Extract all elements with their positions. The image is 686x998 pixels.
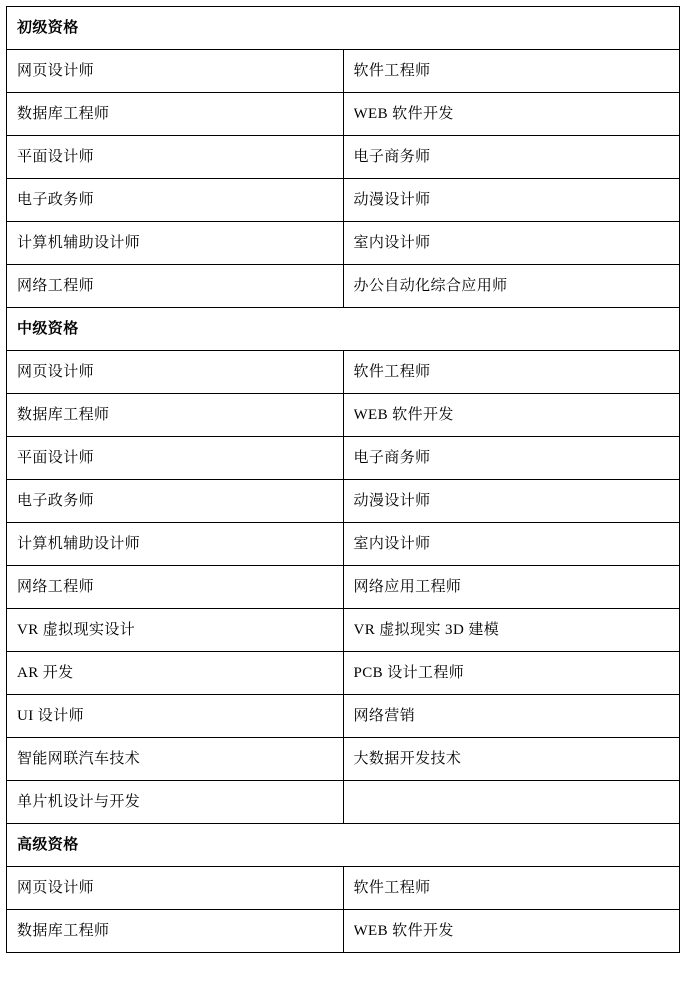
- table-cell: [7, 179, 344, 222]
- table-cell: [343, 695, 680, 738]
- cell-label: 智能网联汽车技术: [17, 751, 141, 767]
- cell-label: 单片机设计与开发: [17, 794, 141, 810]
- cell-label: 网络应用工程师: [353, 579, 462, 595]
- table-row: [7, 265, 680, 308]
- table-row: [7, 480, 680, 523]
- section-header-label: 中级资格: [17, 321, 79, 337]
- table-cell: [343, 652, 680, 695]
- table-row: [7, 437, 680, 480]
- table-cell: [343, 222, 680, 265]
- cell-label: 办公自动化综合应用师: [353, 278, 508, 294]
- cell-label: 数据库工程师: [17, 407, 110, 423]
- table-row: [7, 566, 680, 609]
- cell-label: 网络工程师: [17, 278, 95, 294]
- table-row: [7, 609, 680, 652]
- table-cell: [7, 222, 344, 265]
- table-row: [7, 652, 680, 695]
- cell-label: WEB 软件开发: [353, 407, 454, 423]
- table-cell: [343, 93, 680, 136]
- cell-label: 电子政务师: [17, 192, 95, 208]
- table-cell: [343, 480, 680, 523]
- table-cell: [343, 351, 680, 394]
- table-cell: [7, 265, 344, 308]
- table-row: [7, 136, 680, 179]
- cell-label: VR 虚拟现实设计: [17, 622, 136, 638]
- cell-label: 网络工程师: [17, 579, 95, 595]
- section-header-intermediate: [7, 308, 680, 351]
- table-cell: [7, 437, 344, 480]
- table-row: [7, 738, 680, 781]
- qualification-table: [6, 6, 680, 953]
- table-cell: [343, 523, 680, 566]
- table-row: [7, 523, 680, 566]
- table-cell: [343, 50, 680, 93]
- table-cell: [7, 609, 344, 652]
- table-row: [7, 867, 680, 910]
- cell-label: 软件工程师: [353, 364, 431, 380]
- table-cell: [7, 351, 344, 394]
- cell-label: 动漫设计师: [353, 192, 431, 208]
- cell-label: 电子政务师: [17, 493, 95, 509]
- table-row: [7, 824, 680, 867]
- cell-label: UI 设计师: [17, 708, 84, 724]
- cell-label: 网页设计师: [17, 63, 95, 79]
- table-cell: [7, 394, 344, 437]
- table-cell: [343, 738, 680, 781]
- table-cell: [7, 695, 344, 738]
- table-row: [7, 93, 680, 136]
- table-cell: [343, 910, 680, 953]
- section-header-label: 初级资格: [17, 20, 79, 36]
- table-cell: [343, 609, 680, 652]
- table-cell: [7, 566, 344, 609]
- cell-label: 数据库工程师: [17, 106, 110, 122]
- cell-label: 计算机辅助设计师: [17, 235, 141, 251]
- table-cell: [343, 394, 680, 437]
- section-header-primary: [7, 7, 680, 50]
- cell-label: WEB 软件开发: [353, 923, 454, 939]
- table-cell: [7, 738, 344, 781]
- cell-label: 室内设计师: [353, 536, 431, 552]
- table-row: [7, 695, 680, 738]
- table-cell: [7, 480, 344, 523]
- cell-label: VR 虚拟现实 3D 建模: [353, 622, 500, 638]
- table-cell-empty: [343, 781, 680, 824]
- cell-label: 平面设计师: [17, 149, 95, 165]
- table-row: [7, 222, 680, 265]
- section-header-label: 高级资格: [17, 837, 79, 853]
- cell-label: 动漫设计师: [353, 493, 431, 509]
- table-cell: [343, 179, 680, 222]
- cell-label: AR 开发: [17, 665, 74, 681]
- table-cell: [7, 910, 344, 953]
- cell-label: WEB 软件开发: [353, 106, 454, 122]
- table-cell: [7, 93, 344, 136]
- cell-label: 室内设计师: [353, 235, 431, 251]
- table-cell: [343, 437, 680, 480]
- table-row: [7, 781, 680, 824]
- table-cell: [7, 781, 344, 824]
- cell-label: 大数据开发技术: [353, 751, 462, 767]
- cell-label: 电子商务师: [353, 149, 431, 165]
- cell-label: 计算机辅助设计师: [17, 536, 141, 552]
- table-row: [7, 179, 680, 222]
- table-cell: [7, 136, 344, 179]
- table-row: [7, 351, 680, 394]
- table-cell: [343, 265, 680, 308]
- table-row: [7, 7, 680, 50]
- table-cell: [7, 50, 344, 93]
- table-row: [7, 910, 680, 953]
- table-cell: [7, 523, 344, 566]
- table-cell: [343, 566, 680, 609]
- cell-label: 平面设计师: [17, 450, 95, 466]
- cell-label: 网页设计师: [17, 364, 95, 380]
- cell-label: 软件工程师: [353, 63, 431, 79]
- table-body: [7, 7, 680, 953]
- table-row: [7, 50, 680, 93]
- cell-label: 网页设计师: [17, 880, 95, 896]
- cell-label: 数据库工程师: [17, 923, 110, 939]
- table-cell: [343, 136, 680, 179]
- cell-label: 网络营销: [353, 708, 416, 724]
- cell-label: 电子商务师: [353, 450, 431, 466]
- table-cell: [343, 867, 680, 910]
- section-header-advanced: [7, 824, 680, 867]
- table-cell: [7, 652, 344, 695]
- table-cell: [7, 867, 344, 910]
- cell-label: 软件工程师: [353, 880, 431, 896]
- cell-label: PCB 设计工程师: [353, 665, 465, 681]
- table-row: [7, 308, 680, 351]
- table-row: [7, 394, 680, 437]
